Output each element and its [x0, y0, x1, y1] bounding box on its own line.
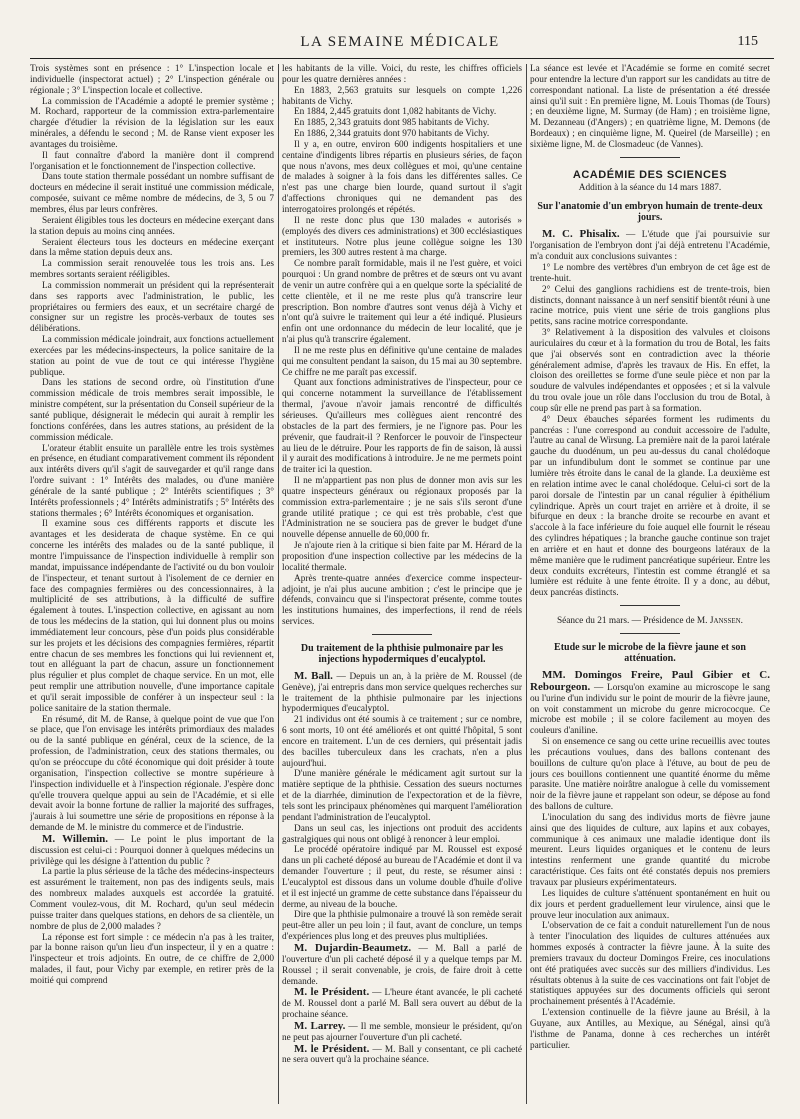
text-columns: [30, 64, 770, 1104]
paragraph: Les liquides de culture s'atténuent spontanément en huit ou dix jours et perdent graduellement leur virulence, ainsi que le prouve leur inoculation aux animaux.: [530, 888, 770, 921]
speaker-text: — L'heure étant avancée, le pli cacheté de M. Roussel dont a parlé M. Ball sera ouvert au début de la prochaine séance.: [282, 988, 522, 1021]
paragraph: En résumé, dit M. de Ranse, à quelque point de vue que l'on se place, que l'on envisage les intérêts primordiaux des malades ou de la santé publique en général, ceux de la science, de la profession, de l'administration, ceux des stations thermales, ou qu'on se préoccupe du côté économique qui doit présider à toute organisation, l'inspection collective se montre supérieure à l'inspection individuelle et à l'inspection régionale. J'espère donc qu'elle trouvera quelque appui au sein de l'Académie, et si elle devait avoir la bonne fortune de rallier la majorité des suffrages, j'aurais à lui soumettre une série de propositions en réponse à la demande de M. le ministre du commerce et de l'industrie.: [30, 714, 274, 834]
speaker-text: — M. Ball a parlé de l'ouverture d'un pli cacheté déposé il y a quelque temps par M. Roussel ; il serait convenable, je crois, de faire droit à cette demande.: [282, 943, 522, 987]
paragraph: 21 individus ont été soumis à ce traitement ; sur ce nombre, 6 sont morts, 10 ont été améliorés et ont quitté l'hôpital, 5 sont encore en traitement. L'un de ces derniers, qui présentait jadis des bacilles tuberculeux dans les crachats, n'en a plus aujourd'hui.: [282, 715, 522, 769]
paragraph: L'inoculation du sang des individus morts de fièvre jaune ainsi que des liquides de culture, aux lapins et aux cobayes, communique à ces animaux une maladie identique dont ils meurent. Leurs liquides organiques et le contenu de leurs intestins renferment une grande quantité du microbe caractéristique. Ces faits ont été constatés depuis nos premiers travaux par plusieurs expérimentateurs.: [530, 812, 770, 888]
paragraph: La commission nommerait un président qui la représenterait dans ses rapports avec l'administration, le public, les propriétaires ou fermiers des eaux, et un secrétaire chargé de consigner sur un registre les procès-verbaux de toutes ses délibérations.: [30, 280, 274, 335]
speaker-paragraph: [282, 943, 522, 987]
header-rule: [30, 58, 774, 59]
speaker-paragraph: [530, 229, 770, 263]
speaker-name: M. le Président.: [294, 1042, 370, 1055]
paragraph: 3° Relativement à la disposition des valvules et cloisons auriculaires du cœur et à la formation du trou de Botal, les faits que j'ai observés sont en contradiction avec la théorie généralement admise, d'après les travaux de His. En effet, la cloison des oreillettes se forme d'une seule pièce et non par la soudure de valvules indépendantes et opposées ; et si la valvule du trou ovale joue un rôle dans l'occlusion du trou de Botal, à coup sûr elle ne prend pas part à sa formation.: [530, 328, 770, 414]
paragraph: Le procédé opératoire indiqué par M. Roussel est exposé dans un pli cacheté déposé au bureau de l'Académie et dont il va demander l'ouverture ; il peut, du reste, se résumer ainsi : L'eucalyptol est dissous dans un volume double d'huile d'olive et il est injecté un gramme de cette substance dans l'épaisseur du derme, au niveau de la bouche.: [282, 845, 522, 910]
paragraph: Ce nombre paraît formidable, mais il ne l'est guère, et voici pourquoi : Un grand nombre de prêtres et de sœurs ont vu avant de venir un autre confrère qui a en quelque sorte la spécialité de cette clientèle, et il ne me reste plus qu'à transcrire leur prescription. Bon nombre d'autres sont venus déjà à Vichy et n'ont qu'à suivre le traitement qui leur a été indiqué. Plusieurs enfin ont une ordonnance du médecin de leur localité, que je n'ai plus qu'à transcrire également.: [282, 259, 522, 346]
paragraph: Il faut connaître d'abord la manière dont il comprend l'organisation et le fonctionnement de l'inspection collective.: [30, 150, 274, 172]
paragraph: Quant aux fonctions administratives de l'inspecteur, pour ce qui concerne notamment la surveillance de l'établissement thermal, j'avoue n'avoir jamais rencontré de difficultés sérieuses. Qu'ailleurs mes collègues aient rencontré des obstacles de la part des fermiers, je ne l'ignore pas. Pour les prévenir, que faudrait-il ? Renforcer le pouvoir de l'inspecteur au lieu de le détruire. Pour les rapports de fin de saison, là aussi il y aurait des modifications à introduire. Je ne me permets point de traiter ici la question.: [282, 378, 522, 476]
seance-line: [530, 616, 770, 627]
page-header: [28, 34, 772, 54]
paragraph: La séance est levée et l'Académie se forme en comité secret pour entendre la lecture d'un rapport sur les candidats au titre de correspondant national. La liste de présentation a été dressée ainsi qu'il suit : En première ligne, M. Louis Thomas (de Tours) ; en deuxième ligne, M. Surmay (de Ham) ; en troisième ligne, M. Dezanneau (d'Angers) ; en quatrième ligne, M. Demons (de Bordeaux) ; en cinquième ligne, M. Queirel (de Marseille) ; en sixième ligne, M. de Closmadeuc (de Vannes).: [530, 64, 770, 150]
paragraph: Dire que la phthisie pulmonaire a trouvé là son remède serait peut-être aller un peu loin ; il faut, avant de conclure, un temps d'expériences plus long et des preuves plus multipliées.: [282, 910, 522, 943]
paragraph: Dans un seul cas, les injections ont produit des accidents gastralgiques qui nous ont obligé à renoncer à leur emploi.: [282, 823, 522, 845]
paragraph: Il y a, en outre, environ 600 indigents hospitaliers et une centaine d'indigents libres répartis en plusieurs séries, de façon que nous n'avons, mes deux collègues et moi, qu'une centaine de malades à soigner à la fois dans les différentes salles. Ce n'est pas une charge bien lourde, quand surtout il s'agit d'affections chroniques qui ne demandent pas des interrogatoires prolongés et répétés.: [282, 139, 522, 215]
section-divider: [620, 605, 680, 606]
paragraph: D'une manière générale le médicament agit surtout sur la matière septique de la phthisie. Cessation des sueurs nocturnes et de la diarrhée, diminution de l'expectoration et de la fièvre, tels sont les principaux phénomènes qui marquent l'amélioration pendant l'administration de l'eucalyptol.: [282, 769, 522, 823]
speaker-text: — Il me semble, monsieur le président, qu'on ne peut pas ajourner l'ouverture d'un pli cacheté.: [282, 1021, 522, 1043]
speaker-text: — L'étude que j'ai poursuivie sur l'organisation de l'embryon dont j'ai déjà entretenu l'Académie, m'a conduit aux conclusions suivantes :: [530, 230, 770, 263]
paragraph: Je n'ajoute rien à la critique si bien faite par M. Hérard de la proposition d'une inspection collective par les médecins de la localité thermale.: [282, 541, 522, 573]
column-2: [278, 64, 522, 1104]
paragraph: La partie la plus sérieuse de la tâche des médecins-inspecteurs est assurément le traitement, non pas des indigents seuls, mais des nombreux malades auxquels est accordée la gratuité. Comment voulez-vous, dit M. Rochard, qu'un seul médecin puisse traiter dans quelques stations, en dehors de sa clientèle, un nombre de plus de 2,000 malades ?: [30, 867, 274, 932]
paragraph: Dans toute station thermale possédant un nombre suffisant de docteurs en médecine il serait institué une commission médicale, composée, suivant ce même nombre de médecins, de 3, 5 ou 7 membres, élus par leurs confrères.: [30, 172, 274, 215]
seance-text: Séance du 21 mars. — Présidence de M.: [556, 616, 710, 627]
speaker-name: M. le Président.: [294, 986, 370, 999]
paragraph: 4° Deux ébauches séparées forment les rudiments du pancréas : l'une correspond au conduit accessoire de l'adulte, l'autre au canal de Wirsung. La première nait de la paroi latérale gauche du duodénum, un peu au-dessus du canal cholédoque par un infundibulum dont le sommet se continue par une lumière très étroite dans le canal de la glande. La deuxième est en relation intime avec le canal cholédoque. Celui-ci sort de la paroi dorsale de l'intestin par un canal régulier à épithélium cylindrique. Après un court trajet en arrière et à droite, il se bifurque en deux : la branche droite se recourbe en avant et s'accole à la face inférieure du foie auquel elle fournit le réseau des cylindres hépatiques ; la branche gauche continue son trajet en arrière et en haut et donne des bourgeons latéraux de la même manière que le rudiment pancréatique supérieur. Entre les deux conduits excréteurs, l'intestin est comme étranglé et sa lumière est réduite à une fente étroite. Il y a donc, au début, deux pancréas distincts.: [530, 414, 770, 599]
paragraph: La commission de l'Académie a adopté le premier système ; M. Rochard, rapporteur de la commission extra-parlementaire chargée d'étudier la révision de la législation sur les eaux minérales, a défendu le second ; M. de Ranse vient exposer les avantages du troisième.: [30, 96, 274, 150]
speaker-text: — Depuis un an, à la prière de M. Roussel (de Genève), j'ai entrepris dans mon service quelques recherches sur le traitement de la phthisie pulmonaire par les injections hypodermiques d'eucalyptol.: [282, 671, 522, 715]
speaker-name: M. Ball.: [294, 669, 333, 682]
running-title: LA SEMAINE MÉDICALE: [300, 34, 500, 50]
paragraph: La commission médicale joindrait, aux fonctions actuellement exercées par les médecins-inspecteurs, la police sanitaire de la station au point de vue de tout ce qui intéresse l'hygiène publique.: [30, 335, 274, 378]
paragraph: En 1883, 2,563 gratuits sur lesquels on compte 1,226 habitants de Vichy.: [282, 85, 522, 107]
paragraph: L'orateur établit ensuite un parallèle entre les trois systèmes en présence, en étudiant comparativement comment ils répondent aux intérêts divers qu'il s'agit de sauvegarder et qu'il range dans l'ordre suivant : 1° Intérêts des malades, ou d'une manière générale de la santé publique ; 2° Intérêts scientifiques ; 3° Intérêts professionnels ; 4° Intérêts administratifs ; 5° Intérêts des stations thermales ; 6° Intérêts économiques et organisation.: [30, 443, 274, 519]
speaker-paragraph: [282, 671, 522, 715]
section-divider: [620, 633, 680, 634]
paragraph: La commission serait renouvelée tous les trois ans. Les membres sortants seraient rééligibles.: [30, 259, 274, 281]
section-divider: [372, 634, 432, 635]
paragraph: En 1885, 2,343 gratuits dont 985 habitants de Vichy.: [294, 118, 490, 129]
paragraph: Il examine sous ces différents rapports et discute les avantages et les desiderata de chaque système. En ce qui concerne les intérêts des malades ou de la santé publique, il montre l'impuissance de l'inspection individuelle à remplir son mandat, impuissance indépendante de l'activité ou du bon vouloir de l'inspecteur, et tenant surtout à l'isolement de ce dernier en face des compagnies fermières ou des concessionnaires, à la multiplicité de ses attributions, à la difficulté de suffire également à toutes. L'inspection collective, en agissant au nom de tous les médecins de la station, qui lui donnent plus ou moins immédiatement leur concours, pèse d'un poids plus considérable sur les projets et les décisions des compagnies fermières, répartit entre chacun de ses membres les fonctions qui lui reviennent et, tout en alléguant la part de chacun, assure un fonctionnement plus régulier et plus complet de chaque service. En un mot, elle peut remplir une attribution nouvelle, d'une importance capitale et qu'il serait impossible de conférer à un inspecteur seul : la police sanitaire de la station thermale.: [30, 519, 274, 714]
paragraph: Seraient éligibles tous les docteurs en médecine exerçant dans la station depuis au moins cinq années.: [30, 215, 274, 237]
speaker-text: — Lorsqu'on examine au microscope le sang ou l'urine d'un individu sur le point de mourir de la fièvre jaune, on voit constamment un microbe du genre micrococque. Ce microbe est mobile ; il se colore facilement au moyen des couleurs d'aniline.: [530, 682, 770, 737]
speaker-name: M. Dujardin-Beaumetz.: [294, 941, 412, 954]
article-title: Du traitement de la phthisie pulmonaire par les injections hypodermiques d'eucalyptol.: [300, 642, 504, 665]
paragraph: La réponse est fort simple : ce médecin n'a pas à les traiter, par la bonne raison qu'un lieu d'un inspecteur, il y en a quatre : l'inspecteur et trois adjoints. En outre, de ce chiffre de 2,000 malades, il faut, pour Vichy par exemple, en retirer près de la moitié qui comprend: [30, 932, 274, 986]
speaker-paragraph: [282, 1044, 522, 1067]
paragraph: Trois systèmes sont en présence : 1° L'inspection locale et individuelle (inspectorat actuel) ; 2° L'inspection générale ou régionale ; 3° L'inspection locale et collective.: [30, 64, 274, 96]
paragraph: Si on ensemence ce sang ou cette urine recueillis avec toutes les précautions voulues, dans des ballons contenant des bouillons de culture qu'on place à l'étuve, au bout de peu de jours ces bouillons contiennent une quantité énorme du même parasite. Une matière noirâtre analogue à celle du vomissement noir de la fièvre jaune et rappelant son odeur, se dépose au fond des ballons de culture.: [530, 737, 770, 813]
speaker-name: M. Larrey.: [294, 1019, 346, 1032]
speaker-name: M. Willemin.: [42, 832, 109, 845]
speaker-name: MM. Domingos Freire, Paul Gibier et C. Rebourgeon.: [530, 668, 770, 693]
column-1: [30, 64, 274, 1104]
section-subheading: Addition à la séance du 14 mars 1887.: [578, 182, 722, 193]
article-title: Sur l'anatomie d'un embryon humain de trente-deux jours.: [537, 201, 763, 224]
speaker-name: M. C. Phisalix.: [542, 228, 620, 241]
section-divider: [620, 157, 680, 158]
paragraph: Il ne m'appartient pas non plus de donner mon avis sur les quatre inspecteurs généraux ou régionaux proposés par la commission extra-parlementaire ; je ne sais s'ils seront d'une grande utilité pratique ; ce qui est très probable, c'est que l'Administration ne se souciera pas de grever le budget d'une nouvelle dépense annuelle de 60,000 fr.: [282, 476, 522, 541]
paragraph: les habitants de la ville. Voici, du reste, les chiffres officiels pour les quatre dernières années :: [282, 64, 522, 85]
paragraph: 2° Celui des ganglions rachidiens est de trente-trois, bien distincts, donnant naissance à un nerf sensitif bientôt réuni à une racine motrice, puis vient une série de trois ganglions plus petits, sans racine motrice correspondante.: [530, 284, 770, 328]
seance-president: Janssen.: [709, 616, 743, 627]
paragraph: L'observation de ce fait a conduit naturellement l'un de nous à tenter l'inoculation des liquides de cultures atténuées aux hommes exposés à contracter la fièvre jaune. À la suite des premiers travaux du docteur Domingos Freire, ces inoculations ont été pratiquées avec succès sur des milliers d'individus. Les résultats obtenus à la suite de ces vaccinations ont fait l'objet de statistiques appuyées sur des documents officiels qui seront prochainement présentés à l'Académie.: [530, 921, 770, 1008]
paragraph: L'extension continuelle de la fièvre jaune au Brésil, à la Guyane, aux Antilles, au Mexique, au Sénégal, ainsi qu'à l'isthme de Panama, donne à ces recherches un intérêt particulier.: [530, 1008, 770, 1051]
paragraph: En 1886, 2,344 gratuits dont 970 habitants de Vichy.: [294, 129, 490, 140]
page-number: 115: [737, 34, 758, 49]
section-heading: ACADÉMIE DES SCIENCES: [572, 168, 728, 181]
speaker-text: — Le point le plus important de la discussion est celui-ci : Pourquoi donner à quelques médecins un privilège qui les désigne à l'attention du public ?: [30, 834, 274, 867]
column-3: [526, 64, 770, 1104]
speaker-paragraph: [530, 670, 770, 737]
paragraph: Il ne me reste plus en définitive qu'une centaine de malades qui me consultent pendant la saison, du 15 mai au 30 septembre. Ce chiffre ne me paraît pas excessif.: [282, 345, 522, 378]
speaker-paragraph: [282, 987, 522, 1021]
paragraph: Après trente-quatre années d'exercice comme inspecteur-adjoint, je n'ai plus aucune ambition ; c'est le principe que je défends, convaincu que si l'inspectorat présente, comme toutes les institutions humaines, des imperfections, il rend de réels services.: [282, 573, 522, 628]
article-title: Etude sur le microbe de la fièvre jaune et son atténuation.: [554, 641, 746, 664]
paragraph: En 1884, 2,445 gratuits dont 1,082 habitants de Vichy.: [294, 107, 497, 118]
speaker-text: — M. Ball y consentant, ce pli cacheté ne sera ouvert qu'à la prochaine séance.: [282, 1044, 522, 1066]
speaker-paragraph: [30, 834, 274, 868]
paragraph: Seraient électeurs tous les docteurs en médecine exerçant dans la même station depuis deux ans.: [30, 237, 274, 259]
paragraph: Dans les stations de second ordre, où l'institution d'une commission médicale de trois membres serait impossible, le ministre compétent, sur la présentation du Conseil supérieur de la santé publique, désignerait le médecin qui aurait à remplir les fonctions conférées, dans les autres stations, au président de la commission médicale.: [30, 378, 274, 443]
speaker-paragraph: [282, 1021, 522, 1044]
paragraph: 1° Le nombre des vertèbres d'un embryon de cet âge est de trente-huit.: [530, 262, 770, 284]
paragraph: Il ne reste donc plus que 130 malades « autorisés » (employés des divers ces administrations) et 300 ecclésiastiques et instituteurs. Notre plus jeune collègue soigne les 130 premiers, les 300 autres restent à ma charge.: [282, 215, 522, 259]
